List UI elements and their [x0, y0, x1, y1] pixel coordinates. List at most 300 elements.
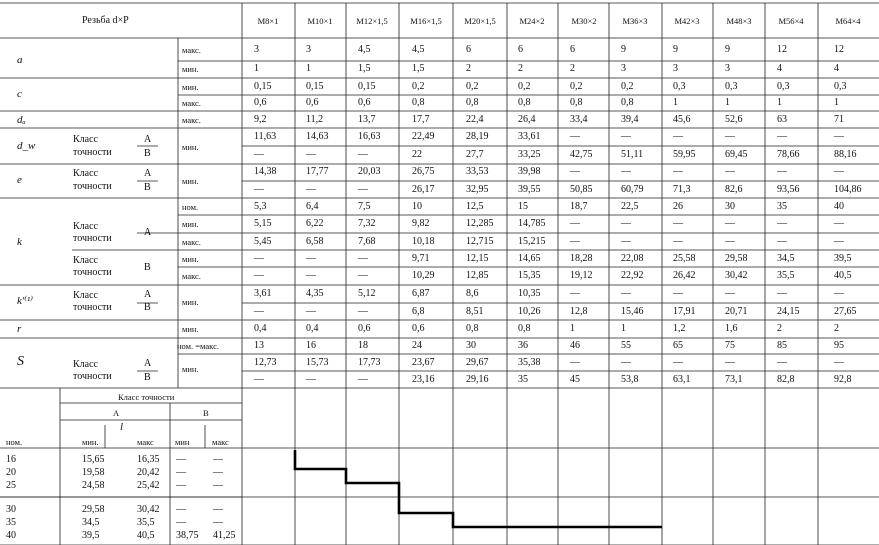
param-k: k: [17, 236, 22, 248]
cell-e_A-11: —: [834, 166, 844, 177]
cell-k_B_min-0: —: [254, 253, 264, 264]
accuracy-word-kB: точности: [73, 267, 112, 278]
cell-S_nom-5: 36: [518, 340, 528, 351]
label-r-min: мин.: [182, 324, 199, 334]
cell-da_max-9: 52,6: [725, 114, 743, 125]
class-word-e: Класс: [73, 168, 98, 179]
cell-e_B-11: 104,86: [834, 184, 862, 195]
class-word-k1: Класс: [73, 290, 98, 301]
len-cell-0-3: —: [176, 454, 186, 465]
cell-S_nom-7: 55: [621, 340, 631, 351]
cell-k_A_min-9: —: [725, 218, 735, 229]
cell-k_B_min-2: —: [358, 253, 368, 264]
len-cell-3-4: —: [213, 504, 223, 515]
len-cell-3-2: 30,42: [137, 504, 160, 515]
cell-e_A-8: —: [673, 166, 683, 177]
cell-dw_A-11: —: [834, 131, 844, 142]
class-word-dw: Класс: [73, 134, 98, 145]
cell-k1_A-3: 6,87: [412, 288, 430, 299]
cell-r_min-7: 1: [621, 323, 626, 334]
cell-S_nom-11: 95: [834, 340, 844, 351]
cell-da_max-5: 26,4: [518, 114, 536, 125]
cell-e_A-5: 39,98: [518, 166, 541, 177]
cell-a_max-0: 3: [254, 44, 259, 55]
len-cell-3-3: —: [176, 504, 186, 515]
label-da-max: макс.: [182, 115, 201, 125]
cell-k1_A-6: —: [570, 288, 580, 299]
cell-k1_A-1: 4,35: [306, 288, 324, 299]
cell-k_A_min-6: —: [570, 218, 580, 229]
cell-k_B_min-3: 9,71: [412, 253, 430, 264]
cell-k_B_min-1: —: [306, 253, 316, 264]
label-k-nom: ном.: [182, 202, 199, 212]
cell-a_max-11: 12: [834, 44, 844, 55]
cell-k_A_min-4: 12,285: [466, 218, 494, 229]
cell-a_min-3: 1,5: [412, 63, 425, 74]
cell-dw_A-0: 11,63: [254, 131, 277, 142]
len-nom-label: ном.: [6, 437, 23, 447]
param-k1: k'⁽¹⁾: [17, 295, 33, 307]
cell-k_B_min-5: 14,65: [518, 253, 541, 264]
cell-da_max-8: 45,6: [673, 114, 691, 125]
cell-k1_B-4: 8,51: [466, 306, 484, 317]
cell-da_max-7: 39,4: [621, 114, 639, 125]
len-cell-0-0: 16: [6, 454, 16, 465]
size-8: M42×3: [674, 16, 700, 26]
cell-S_B-8: 63,1: [673, 374, 691, 385]
len-cell-4-2: 35,5: [137, 517, 155, 528]
cell-c_min-2: 0,15: [358, 81, 376, 92]
cell-k_B_min-4: 12,15: [466, 253, 489, 264]
cell-dw_B-11: 88,16: [834, 149, 857, 160]
cell-S_nom-9: 75: [725, 340, 735, 351]
cell-r_min-0: 0,4: [254, 323, 267, 334]
size-6: M30×2: [571, 16, 597, 26]
cell-r_min-9: 1,6: [725, 323, 738, 334]
label-kB-min: мин.: [182, 254, 199, 264]
cell-k_A_min-1: 6,22: [306, 218, 324, 229]
cell-c_max-10: 1: [777, 97, 782, 108]
cell-k_nom-4: 12,5: [466, 201, 484, 212]
cell-k_A_max-11: —: [834, 236, 844, 247]
cell-a_max-3: 4,5: [412, 44, 425, 55]
size-4: M20×1,5: [464, 16, 496, 26]
cell-dw_B-8: 59,95: [673, 149, 696, 160]
cell-k_A_min-0: 5,15: [254, 218, 272, 229]
len-cell-1-1: 19,58: [82, 467, 105, 478]
cell-dw_A-5: 33,61: [518, 131, 541, 142]
label-S-min: мин.: [182, 364, 199, 374]
label-e-min: мин.: [182, 176, 199, 186]
cell-dw_B-3: 22: [412, 149, 422, 160]
cell-a_min-0: 1: [254, 63, 259, 74]
cell-a_max-8: 9: [673, 44, 678, 55]
cell-da_max-0: 9,2: [254, 114, 267, 125]
cell-a_min-5: 2: [518, 63, 523, 74]
cell-c_max-9: 1: [725, 97, 730, 108]
cell-dw_B-6: 42,75: [570, 149, 593, 160]
cell-S_nom-6: 46: [570, 340, 580, 351]
len-cell-2-0: 25: [6, 480, 16, 491]
cell-e_A-1: 17,77: [306, 166, 329, 177]
cell-dw_A-1: 14,63: [306, 131, 329, 142]
cell-c_min-4: 0,2: [466, 81, 479, 92]
len-cell-4-4: —: [213, 517, 223, 528]
cell-c_max-11: 1: [834, 97, 839, 108]
len-cell-5-4: 41,25: [213, 530, 236, 541]
label-kA-max: макс.: [182, 237, 201, 247]
cell-k_nom-10: 35: [777, 201, 787, 212]
cell-c_min-8: 0,3: [673, 81, 686, 92]
cell-dw_B-9: 69,45: [725, 149, 748, 160]
cell-da_max-6: 33,4: [570, 114, 588, 125]
cell-k_A_max-4: 12,715: [466, 236, 494, 247]
cell-k_A_min-3: 9,82: [412, 218, 430, 229]
cell-k_B_max-2: —: [358, 270, 368, 281]
cell-k_nom-3: 10: [412, 201, 422, 212]
label-kA-min: мин.: [182, 219, 199, 229]
class-A-S: A: [144, 358, 152, 369]
cell-a_max-7: 9: [621, 44, 626, 55]
cell-e_B-3: 26,17: [412, 184, 435, 195]
cell-k_A_max-6: —: [570, 236, 580, 247]
len-cell-1-2: 20,42: [137, 467, 160, 478]
class-word-kA: Класс: [73, 221, 98, 232]
size-0: M8×1: [257, 16, 279, 26]
cell-e_B-0: —: [254, 184, 264, 195]
accuracy-word-k1: точности: [73, 302, 112, 313]
cell-a_max-4: 6: [466, 44, 471, 55]
cell-r_min-5: 0,8: [518, 323, 531, 334]
cell-k1_A-8: —: [673, 288, 683, 299]
cell-a_min-8: 3: [673, 63, 678, 74]
cell-k_B_max-10: 35,5: [777, 270, 795, 281]
cell-e_B-7: 60,79: [621, 184, 644, 195]
cell-a_max-9: 9: [725, 44, 730, 55]
len-cell-5-0: 40: [6, 530, 16, 541]
cell-k_A_max-7: —: [621, 236, 631, 247]
class-A-dw: A: [144, 134, 152, 145]
cell-r_min-8: 1,2: [673, 323, 686, 334]
cell-k1_A-2: 5,12: [358, 288, 376, 299]
cell-e_B-8: 71,3: [673, 184, 691, 195]
param-c: c: [17, 88, 22, 100]
cell-c_min-5: 0,2: [518, 81, 531, 92]
label-dw-min: мин.: [182, 142, 199, 152]
len-cell-3-1: 29,58: [82, 504, 105, 515]
cell-r_min-2: 0,6: [358, 323, 371, 334]
cell-S_A-5: 35,38: [518, 357, 541, 368]
cell-dw_A-8: —: [673, 131, 683, 142]
len-max-label: макс: [137, 437, 154, 447]
label-a-min: мин.: [182, 64, 199, 74]
cell-a_min-10: 4: [777, 63, 782, 74]
cell-k_A_min-11: —: [834, 218, 844, 229]
class-B-dw: B: [144, 148, 151, 159]
cell-k1_B-2: —: [358, 306, 368, 317]
cell-k1_B-5: 10,26: [518, 306, 541, 317]
cell-r_min-3: 0,6: [412, 323, 425, 334]
cell-a_max-5: 6: [518, 44, 523, 55]
cell-dw_B-2: —: [358, 149, 368, 160]
cell-da_max-3: 17,7: [412, 114, 430, 125]
cell-r_min-1: 0,4: [306, 323, 319, 334]
cell-a_min-9: 3: [725, 63, 730, 74]
label-kB-max: макс.: [182, 271, 201, 281]
cell-e_B-4: 32,95: [466, 184, 489, 195]
cell-S_B-9: 73,1: [725, 374, 743, 385]
cell-S_B-6: 45: [570, 374, 580, 385]
cell-k_nom-2: 7,5: [358, 201, 371, 212]
len-cell-5-1: 39,5: [82, 530, 100, 541]
cell-k_A_max-5: 15,215: [518, 236, 546, 247]
cell-k1_B-11: 27,65: [834, 306, 857, 317]
cell-da_max-11: 71: [834, 114, 844, 125]
cell-c_max-3: 0,8: [412, 97, 425, 108]
cell-k_B_min-11: 39,5: [834, 253, 852, 264]
cell-a_min-11: 4: [834, 63, 839, 74]
size-5: M24×2: [519, 16, 545, 26]
len-class-header: Класс точности: [118, 392, 175, 402]
cell-c_max-4: 0,8: [466, 97, 479, 108]
len-cell-1-4: —: [213, 467, 223, 478]
accuracy-word-S: точности: [73, 371, 112, 382]
cell-c_min-9: 0,3: [725, 81, 738, 92]
cell-e_A-6: —: [570, 166, 580, 177]
cell-dw_B-7: 51,11: [621, 149, 644, 160]
cell-k_B_max-5: 15,35: [518, 270, 541, 281]
cell-e_B-2: —: [358, 184, 368, 195]
cell-k_A_max-8: —: [673, 236, 683, 247]
cell-k1_B-9: 20,71: [725, 306, 748, 317]
cell-e_A-3: 26,75: [412, 166, 435, 177]
cell-a_min-1: 1: [306, 63, 311, 74]
cell-k_nom-1: 6,4: [306, 201, 319, 212]
param-e: e: [17, 174, 22, 186]
cell-k_B_max-7: 22,92: [621, 270, 644, 281]
cell-c_min-3: 0,2: [412, 81, 425, 92]
cell-dw_B-5: 33,25: [518, 149, 541, 160]
cell-k_B_max-3: 10,29: [412, 270, 435, 281]
cell-r_min-11: 2: [834, 323, 839, 334]
cell-a_max-6: 6: [570, 44, 575, 55]
size-7: M36×3: [622, 16, 648, 26]
cell-c_max-5: 0,8: [518, 97, 531, 108]
cell-k_B_max-11: 40,5: [834, 270, 852, 281]
cell-k_B_max-8: 26,42: [673, 270, 696, 281]
cell-k_B_max-6: 19,12: [570, 270, 593, 281]
cell-k_B_max-9: 30,42: [725, 270, 748, 281]
cell-da_max-10: 63: [777, 114, 787, 125]
cell-S_A-4: 29,67: [466, 357, 489, 368]
cell-k1_A-9: —: [725, 288, 735, 299]
cell-k_A_max-2: 7,68: [358, 236, 376, 247]
len-cell-1-3: —: [176, 467, 186, 478]
cell-S_B-10: 82,8: [777, 374, 795, 385]
param-S: S: [17, 354, 24, 369]
cell-k_B_max-0: —: [254, 270, 264, 281]
cell-dw_A-9: —: [725, 131, 735, 142]
label-c-min: мин.: [182, 82, 199, 92]
cell-e_B-10: 93,56: [777, 184, 800, 195]
cell-k1_A-7: —: [621, 288, 631, 299]
param-da: dₐ: [17, 114, 26, 126]
cell-S_nom-1: 16: [306, 340, 316, 351]
cell-k1_B-1: —: [306, 306, 316, 317]
len-cell-5-3: 38,75: [176, 530, 199, 541]
cell-S_A-0: 12,73: [254, 357, 277, 368]
cell-k1_A-10: —: [777, 288, 787, 299]
size-3: M16×1,5: [410, 16, 442, 26]
cell-dw_A-4: 28,19: [466, 131, 489, 142]
cell-k_nom-11: 40: [834, 201, 844, 212]
cell-c_max-0: 0,6: [254, 97, 267, 108]
size-2: M12×1,5: [356, 16, 388, 26]
cell-S_A-11: —: [834, 357, 844, 368]
cell-k1_B-10: 24,15: [777, 306, 800, 317]
size-10: M56×4: [778, 16, 804, 26]
cell-k_B_min-6: 18,28: [570, 253, 593, 264]
len-cell-4-1: 34,5: [82, 517, 100, 528]
cell-c_min-6: 0,2: [570, 81, 583, 92]
cell-S_B-3: 23,16: [412, 374, 435, 385]
size-1: M10×1: [307, 16, 333, 26]
len-cell-1-0: 20: [6, 467, 16, 478]
cell-r_min-10: 2: [777, 323, 782, 334]
cell-k_nom-9: 30: [725, 201, 735, 212]
param-r: r: [17, 323, 22, 335]
class-A-k: A: [144, 227, 152, 238]
cell-e_B-5: 39,55: [518, 184, 541, 195]
cell-k1_A-5: 10,35: [518, 288, 541, 299]
param-dw: d_w: [17, 140, 36, 152]
cell-k_nom-5: 15: [518, 201, 528, 212]
cell-k_A_min-5: 14,785: [518, 218, 546, 229]
len-class-A: A: [113, 408, 120, 418]
class-word-kB: Класс: [73, 255, 98, 266]
cell-S_A-3: 23,67: [412, 357, 435, 368]
cell-e_B-6: 50,85: [570, 184, 593, 195]
len-max2-label: макс: [212, 437, 229, 447]
cell-S_B-1: —: [306, 374, 316, 385]
thread-label: Резьба d×P: [82, 15, 129, 26]
cell-e_B-1: —: [306, 184, 316, 195]
cell-e_A-9: —: [725, 166, 735, 177]
cell-dw_A-10: —: [777, 131, 787, 142]
cell-dw_B-0: —: [254, 149, 264, 160]
cell-S_A-7: —: [621, 357, 631, 368]
cell-c_max-6: 0,8: [570, 97, 583, 108]
cell-k_nom-0: 5,3: [254, 201, 267, 212]
len-cell-4-3: —: [176, 517, 186, 528]
cell-k_nom-7: 22,5: [621, 201, 639, 212]
cell-S_nom-10: 85: [777, 340, 787, 351]
cell-S_B-0: —: [254, 374, 264, 385]
cell-c_max-1: 0,6: [306, 97, 319, 108]
cell-S_nom-0: 13: [254, 340, 264, 351]
cell-a_min-6: 2: [570, 63, 575, 74]
cell-c_min-0: 0,15: [254, 81, 272, 92]
cell-S_nom-8: 65: [673, 340, 683, 351]
cell-k_B_min-7: 22,08: [621, 253, 644, 264]
cell-S_A-2: 17,73: [358, 357, 381, 368]
cell-S_nom-4: 30: [466, 340, 476, 351]
class-word-S: Класс: [73, 359, 98, 370]
len-cell-2-4: —: [213, 480, 223, 491]
cell-c_min-7: 0,2: [621, 81, 634, 92]
len-min2-label: мин: [175, 437, 190, 447]
label-k1-min: мин.: [182, 297, 199, 307]
cell-c_max-2: 0,6: [358, 97, 371, 108]
cell-k_B_min-10: 34,5: [777, 253, 795, 264]
cell-dw_B-1: —: [306, 149, 316, 160]
cell-dw_A-3: 22,49: [412, 131, 435, 142]
len-class-B: B: [203, 408, 209, 418]
cell-k1_B-0: —: [254, 306, 264, 317]
param-a: a: [17, 54, 23, 66]
cell-a_max-1: 3: [306, 44, 311, 55]
cell-S_nom-2: 18: [358, 340, 368, 351]
size-11: M64×4: [835, 16, 861, 26]
cell-e_B-9: 82,6: [725, 184, 743, 195]
cell-k1_A-4: 8,6: [466, 288, 479, 299]
cell-k_A_max-10: —: [777, 236, 787, 247]
cell-e_A-10: —: [777, 166, 787, 177]
cell-S_B-7: 53,8: [621, 374, 639, 385]
cell-r_min-4: 0,8: [466, 323, 479, 334]
accuracy-word-dw: точности: [73, 147, 112, 158]
accuracy-word-e: точности: [73, 181, 112, 192]
len-cell-5-2: 40,5: [137, 530, 155, 541]
cell-a_min-2: 1,5: [358, 63, 371, 74]
cell-c_min-10: 0,3: [777, 81, 790, 92]
cell-c_max-7: 0,8: [621, 97, 634, 108]
cell-S_B-4: 29,16: [466, 374, 489, 385]
cell-dw_B-4: 27,7: [466, 149, 484, 160]
len-cell-2-2: 25,42: [137, 480, 160, 491]
cell-k_nom-6: 18,7: [570, 201, 588, 212]
cell-S_A-9: —: [725, 357, 735, 368]
class-B-k1: B: [144, 302, 151, 313]
cell-k_nom-8: 26: [673, 201, 683, 212]
class-B-S: B: [144, 372, 151, 383]
label-a-max: макс.: [182, 45, 201, 55]
cell-a_min-7: 3: [621, 63, 626, 74]
len-cell-3-0: 30: [6, 504, 16, 515]
cell-a_max-2: 4,5: [358, 44, 371, 55]
cell-dw_B-10: 78,66: [777, 149, 800, 160]
cell-S_A-8: —: [673, 357, 683, 368]
cell-k_A_min-8: —: [673, 218, 683, 229]
cell-k1_B-7: 15,46: [621, 306, 644, 317]
cell-da_max-2: 13,7: [358, 114, 376, 125]
cell-S_B-2: —: [358, 374, 368, 385]
cell-S_nom-3: 24: [412, 340, 422, 351]
cell-k_B_max-1: —: [306, 270, 316, 281]
cell-da_max-1: 11,2: [306, 114, 324, 125]
cell-k_A_max-9: —: [725, 236, 735, 247]
cell-k1_B-8: 17,91: [673, 306, 696, 317]
cell-k_A_min-7: —: [621, 218, 631, 229]
cell-c_max-8: 1: [673, 97, 678, 108]
cell-k1_A-11: —: [834, 288, 844, 299]
len-cell-0-4: —: [213, 454, 223, 465]
cell-c_min-11: 0,3: [834, 81, 847, 92]
cell-k_A_min-2: 7,32: [358, 218, 376, 229]
cell-S_B-11: 92,8: [834, 374, 852, 385]
cell-a_min-4: 2: [466, 63, 471, 74]
cell-e_A-7: —: [621, 166, 631, 177]
